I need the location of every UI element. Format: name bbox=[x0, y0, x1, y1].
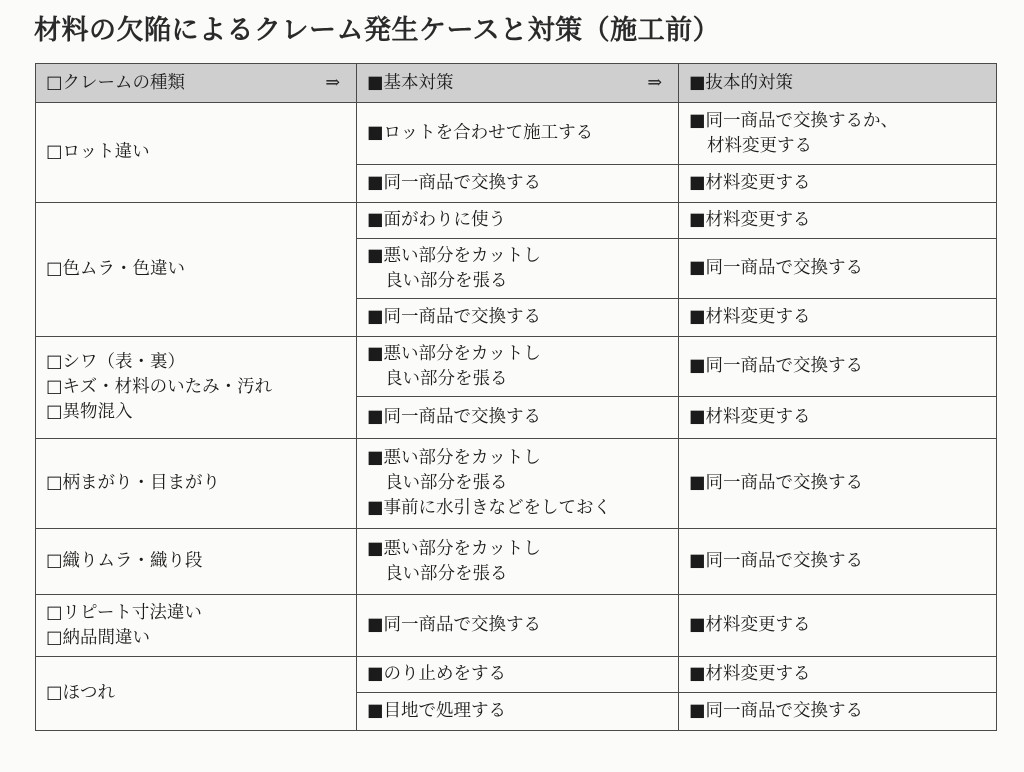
basic-measure-text: ■同一商品で交換する bbox=[367, 173, 542, 193]
basic-measure-text: ■面がわりに使う bbox=[367, 210, 507, 230]
radical-measure-text: ■材料変更する bbox=[689, 210, 811, 230]
table-row bbox=[36, 439, 997, 529]
basic-measure-text: ■のり止めをする bbox=[367, 664, 507, 684]
table-row bbox=[36, 203, 997, 239]
claim-type-text: □リピート寸法違い bbox=[46, 602, 202, 623]
basic-measure-text: 良い部分を張る bbox=[385, 563, 508, 584]
claim-type-text: □ロット違い bbox=[46, 142, 150, 162]
claim-type-cell bbox=[36, 657, 357, 731]
header-claim-type bbox=[36, 64, 357, 103]
basic-measure-cell bbox=[357, 595, 679, 657]
claim-type-text: □柄まがり・目まがり bbox=[46, 473, 221, 493]
claim-type-text: □異物混入 bbox=[46, 402, 133, 422]
claim-type-cell bbox=[36, 595, 357, 657]
arrow-icon: ⇒ bbox=[325, 72, 340, 93]
radical-measure-cell bbox=[679, 239, 997, 299]
claim-type-cell bbox=[36, 103, 357, 203]
basic-measure-cell bbox=[357, 203, 679, 239]
header-radical-measure-label: ■抜本的対策 bbox=[689, 72, 794, 93]
basic-measure-text: ■悪い部分をカットし bbox=[367, 448, 541, 468]
table-row bbox=[36, 529, 997, 595]
radical-measure-text: ■同一商品で交換する bbox=[689, 701, 864, 721]
radical-measure-cell bbox=[679, 203, 997, 239]
radical-measure-cell bbox=[679, 439, 997, 529]
claim-type-text: □色ムラ・色違い bbox=[46, 259, 186, 279]
basic-measure-text: ■悪い部分をカットし bbox=[367, 538, 541, 559]
radical-measure-cell bbox=[679, 165, 997, 203]
basic-measure-cell bbox=[357, 337, 679, 397]
basic-measure-cell bbox=[357, 693, 679, 731]
radical-measure-text: ■同一商品で交換する bbox=[689, 258, 864, 278]
basic-measure-text: 良い部分を張る bbox=[385, 368, 508, 389]
basic-measure-text: ■同一商品で交換する bbox=[367, 307, 542, 327]
basic-measure-cell bbox=[357, 657, 679, 693]
claim-type-cell bbox=[36, 203, 357, 337]
basic-measure-cell bbox=[357, 165, 679, 203]
table-row bbox=[36, 595, 997, 657]
table-row bbox=[36, 657, 997, 693]
table-row bbox=[36, 337, 997, 397]
radical-measure-text: ■材料変更する bbox=[689, 407, 811, 427]
radical-measure-cell bbox=[679, 337, 997, 397]
basic-measure-text: ■ロットを合わせて施工する bbox=[367, 123, 594, 143]
basic-measure-cell bbox=[357, 439, 679, 529]
radical-measure-cell bbox=[679, 529, 997, 595]
radical-measure-cell bbox=[679, 693, 997, 731]
basic-measure-cell bbox=[357, 239, 679, 299]
claim-type-text: □織りムラ・織り段 bbox=[46, 551, 203, 571]
basic-measure-text: ■悪い部分をカットし bbox=[367, 343, 541, 364]
radical-measure-text: ■材料変更する bbox=[689, 307, 811, 327]
basic-measure-cell bbox=[357, 103, 679, 165]
claims-table bbox=[35, 63, 997, 731]
basic-measure-text: ■同一商品で交換する bbox=[367, 407, 542, 427]
radical-measure-text: ■材料変更する bbox=[689, 615, 811, 635]
radical-measure-cell bbox=[679, 657, 997, 693]
basic-measure-cell bbox=[357, 299, 679, 337]
header-radical-measure bbox=[679, 64, 997, 103]
radical-measure-text: ■同一商品で交換する bbox=[689, 473, 864, 493]
header-basic-measure-label: ■基本対策 bbox=[367, 72, 454, 93]
table-row bbox=[36, 103, 997, 165]
radical-measure-cell bbox=[679, 299, 997, 337]
claim-type-text: □シワ（表・裏） bbox=[46, 352, 186, 372]
basic-measure-text: 良い部分を張る bbox=[385, 270, 508, 291]
radical-measure-cell bbox=[679, 397, 997, 439]
claim-type-text: □ほつれ bbox=[46, 683, 116, 703]
radical-measure-text: ■同一商品で交換する bbox=[689, 356, 864, 376]
header-claim-type-label: □クレームの種類 bbox=[46, 72, 186, 93]
radical-measure-text: 材料変更する bbox=[707, 135, 812, 156]
claim-type-cell bbox=[36, 439, 357, 529]
basic-measure-cell bbox=[357, 529, 679, 595]
claim-type-text: □キズ・材料のいたみ・汚れ bbox=[46, 377, 273, 397]
arrow-icon: ⇒ bbox=[647, 72, 662, 93]
basic-measure-text: ■悪い部分をカットし bbox=[367, 245, 541, 266]
basic-measure-text: ■事前に水引きなどをしておく bbox=[367, 498, 612, 518]
radical-measure-text: ■同一商品で交換するか、 bbox=[689, 110, 899, 131]
radical-measure-text: ■同一商品で交換する bbox=[689, 551, 864, 571]
basic-measure-text: 良い部分を張る bbox=[385, 473, 508, 493]
radical-measure-text: ■材料変更する bbox=[689, 173, 811, 193]
header-basic-measure bbox=[357, 64, 679, 103]
basic-measure-text: ■目地で処理する bbox=[367, 701, 507, 721]
basic-measure-cell bbox=[357, 397, 679, 439]
page-title: 材料の欠陥によるクレーム発生ケースと対策（施工前） bbox=[34, 15, 721, 46]
claim-type-cell bbox=[36, 337, 357, 439]
radical-measure-text: ■材料変更する bbox=[689, 664, 811, 684]
claim-type-cell bbox=[36, 529, 357, 595]
radical-measure-cell bbox=[679, 103, 997, 165]
basic-measure-text: ■同一商品で交換する bbox=[367, 615, 542, 635]
header-row bbox=[36, 64, 997, 103]
claim-type-text: □納品間違い bbox=[46, 627, 151, 648]
radical-measure-cell bbox=[679, 595, 997, 657]
